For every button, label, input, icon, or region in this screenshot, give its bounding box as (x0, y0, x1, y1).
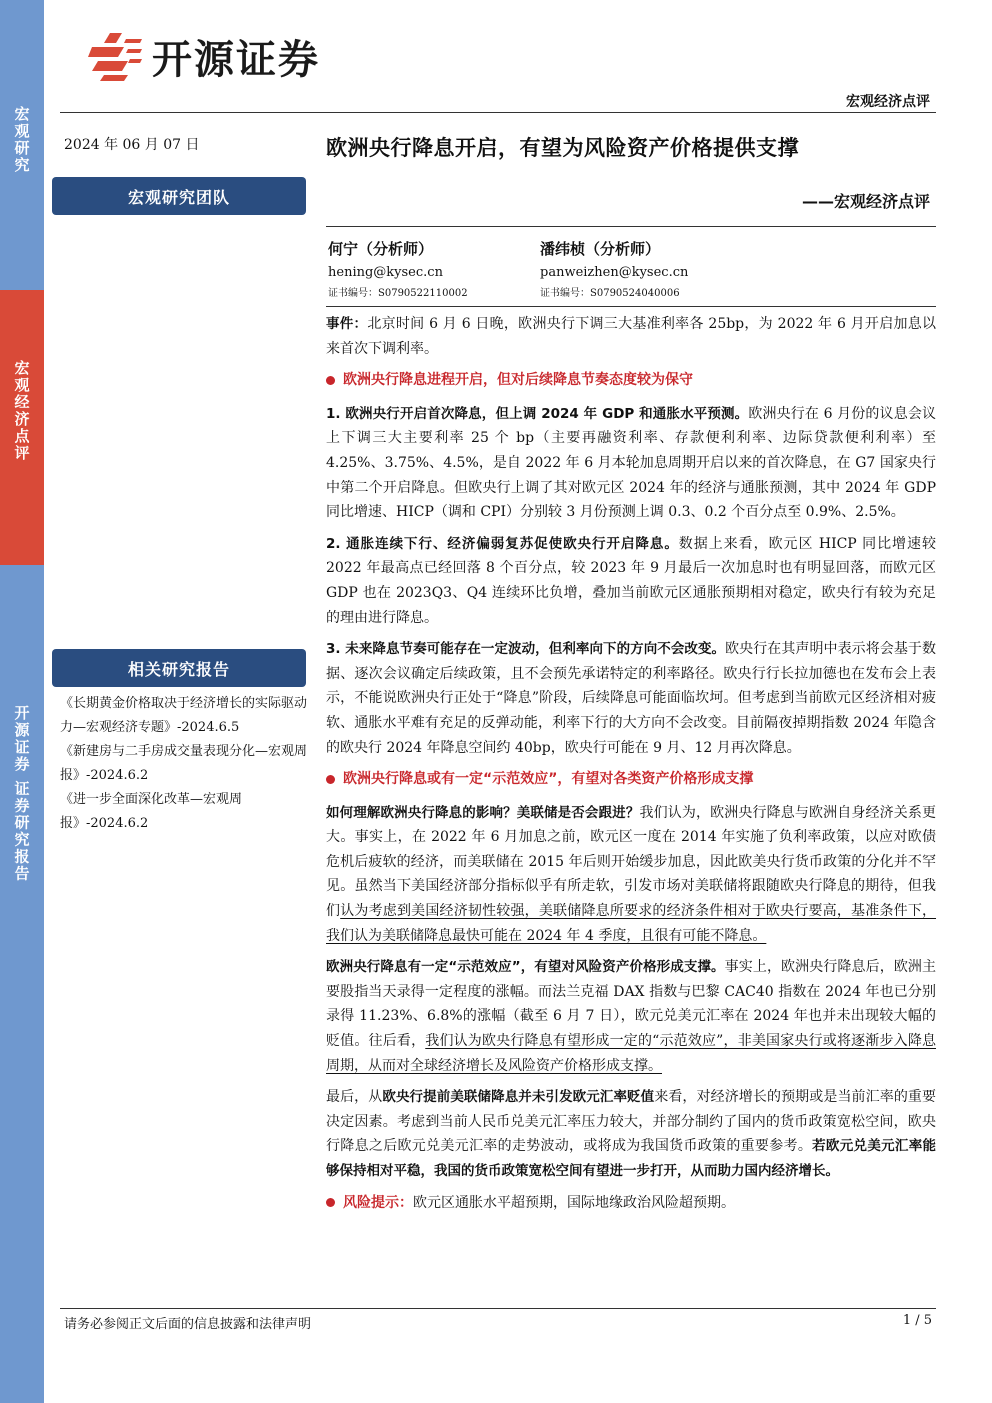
report-title: 欧洲央行降息开启，有望为风险资产价格提供支撑 (326, 136, 799, 160)
paragraph-text: 来看，对经济增长的预期或是当前汇率的重要决定因素。考虑到当前人民币兑美元汇率压力较大，并部分制约了国内的货币政策宽松空间，欧央行降息之后欧元兑美元汇率的走势波动，或将成为我国货币政策的重要参考。 (326, 1089, 937, 1155)
analyst-card (328, 238, 468, 299)
analyst-cert: 证书编号：S0790524040006 (540, 288, 680, 299)
title-divider (326, 226, 936, 227)
body-paragraph (326, 1085, 936, 1183)
paragraph-text: 数据上来看，欧元区 HICP 同比增速较 2022 年最高点已经回落 8 个百分点，较 2023 年 9 月最后一次加息时也有明显回落，而欧元区 GDP 也在 2023Q3、Q4 连续环比负增，叠加当前欧元区通胀预期相对稳定，欧央行有较为充足的理由进行降息。 (326, 535, 936, 626)
left-sidebar (0, 0, 44, 1403)
sidebar-section-macro-research (0, 0, 44, 290)
sidebar-label-middle: 宏观经济点评 (12, 360, 31, 462)
section-heading (326, 368, 936, 393)
paragraph-text: 我们认为，欧洲央行降息与欧洲自身经济关系更大。事实上，在 2022 年 6 月加息之前，欧元区一度在 2014 年实施了负利率政策，以应对欧债危机后疲软的经济，而美联储在 2015 年后则开始缓步加息，因此欧美央行货币政策的分化并不罕见。虽然当下美国经济部分指标似乎有所走软，引发市场对美联储将跟随欧央行降息的期待，但我们 (326, 804, 937, 920)
analyst-card (540, 238, 688, 299)
paragraph-underline: 认为考虑到美国经济韧性较强，美联储降息所要求的经济条件相对于欧央行要高，基准条件下，我们认为美联储降息最快可能在 2024 年 4 季度，且很有可能不降息。 (326, 903, 937, 944)
paragraph-lead: 如何理解欧洲央行降息的影响？美联储是否会跟进？ (326, 804, 640, 821)
analyst-name: 何宁（分析师） (328, 240, 434, 258)
report-category: 宏观经济点评 (846, 94, 930, 110)
logo-mark-icon (88, 29, 144, 85)
company-logo (88, 28, 320, 85)
analyst-email[interactable]: panweizhen@kysec.cn (540, 265, 689, 280)
sidebar-section-brand (0, 565, 44, 1403)
risk-label: 风险提示： (343, 1194, 413, 1211)
paragraph-underline: 我们认为欧央行降息有望形成一定的“示范效应”，非美国家央行或将逐渐步入降息周期，从而对全球经济增长及风险资产价格形成支撑。 (326, 1033, 937, 1074)
report-body (326, 312, 936, 1222)
paragraph-lead: 3. 未来降息节奏可能存在一定波动，但利率向下的方向不会改变。 (326, 641, 726, 658)
sidebar-section-macro-comment (0, 290, 44, 565)
footer-divider (60, 1308, 936, 1309)
paragraph-lead: 1. 欧洲央行开启首次降息，但上调 2024 年 GDP 和通胀水平预测。 (326, 405, 749, 422)
paragraph-text: 最后，从 (326, 1089, 383, 1106)
bullet-dot-icon (326, 376, 335, 385)
risk-text: 欧元区通胀水平超预期，国际地缘政治风险超预期。 (413, 1194, 735, 1211)
footer-disclaimer: 请务必参阅正文后面的信息披露和法律声明 (64, 1317, 312, 1332)
paragraph-lead: 欧洲央行降息有一定“示范效应”，有望对风险资产价格形成支撑。 (326, 959, 725, 976)
header-divider (60, 112, 936, 113)
body-paragraph (326, 532, 936, 630)
body-paragraph (326, 637, 936, 760)
page-number: 1 / 5 (902, 1313, 932, 1328)
bullet-dot-icon (326, 1198, 335, 1207)
body-paragraph (326, 801, 936, 949)
paragraph-emphasis: 若欧元兑美元汇率能够保持相对平稳，我国的货币政策宽松空间有望进一步打开，从而助力国内经济增长。 (326, 1138, 937, 1179)
related-reports-list (60, 692, 308, 836)
body-paragraph (326, 402, 936, 525)
related-report-item[interactable]: 《新建房与二手房成交量表现分化—宏观周报》-2024.6.2 (60, 744, 308, 783)
analyst-cert: 证书编号：S0790522110002 (328, 288, 468, 299)
sidebar-label-bottom: 开源证券 证券研究报告 (12, 705, 31, 883)
section-heading-text: 欧洲央行降息或有一定“示范效应”，有望对各类资产价格形成支撑 (343, 771, 754, 788)
bullet-dot-icon (326, 775, 335, 784)
paragraph-text: 欧央行在其声明中表示将会基于数据、逐次会议确定后续政策，且不会预先承诺特定的利率路径。欧央行行长拉加德也在发布会上表示，不能说欧洲央行正处于“降息”阶段，后续降息可能面临坎坷。但考虑到当前欧元区经济相对疲软、通胀水平难有充足的反弹动能，利率下行的大方向不会改变。目前隔夜掉期指数 2024 年隐含的欧央行 2024 年降息空间约 40bp，欧央行可能在 9 月、12 月再次降息。 (326, 641, 936, 756)
analyst-name: 潘纬桢（分析师） (540, 240, 661, 258)
event-paragraph (326, 312, 936, 361)
logo-text: 开源证券 (152, 37, 320, 83)
analyst-divider (326, 306, 936, 307)
team-box: 宏观研究团队 (52, 177, 306, 215)
report-date: 2024 年 06 月 07 日 (64, 137, 200, 153)
sidebar-label-top: 宏观研究 (12, 106, 31, 174)
related-reports-box: 相关研究报告 (52, 649, 306, 687)
event-text: 北京时间 6 月 6 日晚，欧洲央行下调三大基准利率各 25bp，为 2022 年 6 月开启加息以来首次下调利率。 (326, 316, 936, 357)
event-label: 事件： (326, 316, 368, 332)
section-heading (326, 767, 936, 792)
paragraph-emphasis: 欧央行提前美联储降息并未引发欧元汇率贬值 (382, 1089, 655, 1106)
paragraph-text: 欧洲央行在 6 月份的议息会议上下调三大主要利率 25 个 bp（主要再融资利率、存款便利利率、边际贷款便利利率）至 4.25%、3.75%、4.5%，是自 2022 年 6 月本轮加息周期开启以来的首次降息，在 G7 国家央行中第二个开启降息。但欧央行上调了其对欧元区 2024 年的经济与通胀预测，其中 2024 年 GDP 同比增速、HICP（调和 CPI）分别较 3 月份预测上调 0.3、0.2 个百分点至 0.9%、2.5%。 (326, 405, 936, 521)
paragraph-lead: 2. 通胀连续下行、经济偏弱复苏促使欧央行开启降息。 (326, 535, 679, 552)
section-heading-text: 欧洲央行降息进程开启，但对后续降息节奏态度较为保守 (343, 372, 693, 389)
paragraph-text: 事实上，欧洲央行降息后，欧洲主要股指当天录得一定程度的涨幅。而法兰克福 DAX 指数与巴黎 CAC40 指数在 2024 年也已分别录得 11.23%、6.8%的涨幅（截至 6 月 7 日），欧元兑美元汇率在 2024 年也并未出现较大幅的贬值。往后看， (326, 959, 937, 1050)
related-report-item[interactable]: 《进一步全面深化改革—宏观周报》-2024.6.2 (60, 792, 243, 831)
body-paragraph (326, 955, 936, 1078)
risk-paragraph (326, 1191, 936, 1216)
related-report-item[interactable]: 《长期黄金价格取决于经济增长的实际驱动力—宏观经济专题》-2024.6.5 (60, 696, 308, 735)
report-subtitle: ——宏观经济点评 (801, 192, 930, 211)
analyst-email[interactable]: hening@kysec.cn (328, 265, 443, 280)
